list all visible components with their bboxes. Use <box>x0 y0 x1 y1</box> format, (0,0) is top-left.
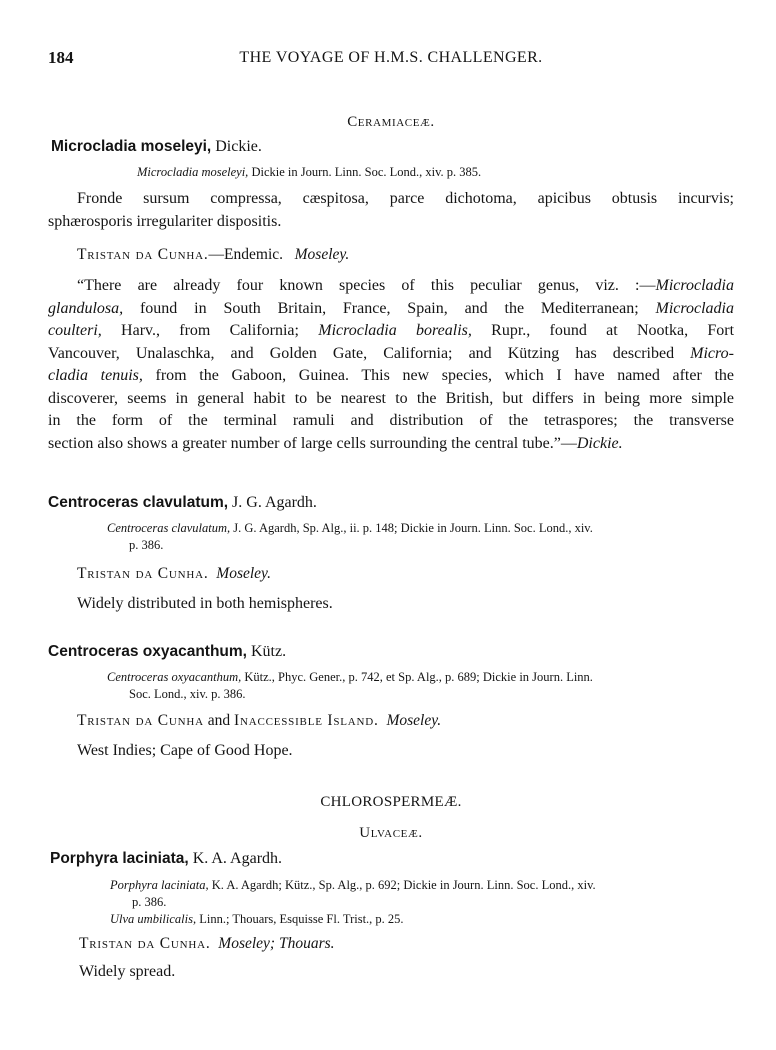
group-heading-chlorospermeae: CHLOROSPERMEÆ. <box>320 794 462 810</box>
locality-microcladia: Tristan da Cunha.—Endemic. Moseley. <box>77 246 350 263</box>
locality-porphyra: Tristan da Cunha. Moseley; Thouars. <box>79 935 335 952</box>
species-name: Porphyra laciniata, <box>50 850 189 867</box>
distribution-porphyra: Widely spread. <box>79 963 176 980</box>
species-name: Centroceras oxyacanthum, <box>48 643 247 660</box>
species-author: Dickie. <box>215 138 262 155</box>
species-author: J. G. Agardh. <box>232 494 317 511</box>
species-heading-oxyacanthum <box>48 643 286 661</box>
distribution-clavulatum: Widely distributed in both hemispheres. <box>77 595 333 612</box>
locality-oxyacanthum: Tristan da Cunha and Inaccessible Island. Moseley. <box>77 712 442 729</box>
species-name: Centroceras clavulatum, <box>48 494 229 511</box>
reference-porphyra: Porphyra laciniata, K. A. Agardh; Kütz., Sp. Alg., p. 692; Dickie in Journ. Linn. Soc. Lond., xiv. p. 386. Ulva umbilicalis, Linn.; Thouars, Esquisse Fl. Trist., p. 25. <box>110 878 596 926</box>
running-header <box>48 48 734 72</box>
running-title: THE VOYAGE OF H.M.S. CHALLENGER. <box>239 49 543 66</box>
species-name: Microcladia moseleyi, <box>51 138 212 155</box>
reference-oxyacanthum: Centroceras oxyacanthum, Kütz., Phyc. Gener., p. 742, et Sp. Alg., p. 689; Dickie in Journ. Linn. Soc. Lond., xiv. p. 386. <box>107 670 593 701</box>
reference-microcladia: Microcladia moseleyi, Dickie in Journ. Linn. Soc. Lond., xiv. p. 385. <box>137 165 482 179</box>
latin-diagnosis: Fronde sursum compressa, cæspitosa, parce dichotoma, apicibus obtusis incurvis; sphærosporis irregulariter dispositis. <box>48 190 734 230</box>
family-heading-ulvaceae: Ulvaceæ. <box>359 825 423 841</box>
dickie-quote: “There are already four known species of this peculiar genus, viz. :—Microcladia glandulosa, found in South Britain, France, Spain, and the Mediterranean; Microcladia coulteri, Harv., from California; Microcladia borealis, Rupr., found at Nootka, Fort Vancouver, Unalaschka, and Golden Gate, California; and Kützing has described Micro- cladia tenuis, from the Gaboon, Guinea. This new species, which I have named after the discoverer, seems in general habit to be nearest to the British, but differs in being more simple in the form of the terminal ramuli and distribution of the tetraspores; the transverse section also shows a greater number of large cells surrounding the central tube.”—Dickie. <box>48 277 735 452</box>
locality-clavulatum: Tristan da Cunha. Moseley. <box>77 565 271 582</box>
species-author: K. A. Agardh. <box>192 850 283 867</box>
species-heading-clavulatum <box>48 494 317 512</box>
family-heading-ceramiaceae: Ceramiaceæ. <box>347 114 435 130</box>
species-author: Kütz. <box>251 643 287 660</box>
species-heading-porphyra <box>50 850 282 868</box>
distribution-oxyacanthum: West Indies; Cape of Good Hope. <box>77 742 293 759</box>
species-heading-microcladia <box>51 138 262 156</box>
page-number: 184 <box>48 48 74 67</box>
reference-clavulatum: Centroceras clavulatum, J. G. Agardh, Sp. Alg., ii. p. 148; Dickie in Journ. Linn. Soc. Lond., xiv. p. 386. <box>107 521 593 552</box>
